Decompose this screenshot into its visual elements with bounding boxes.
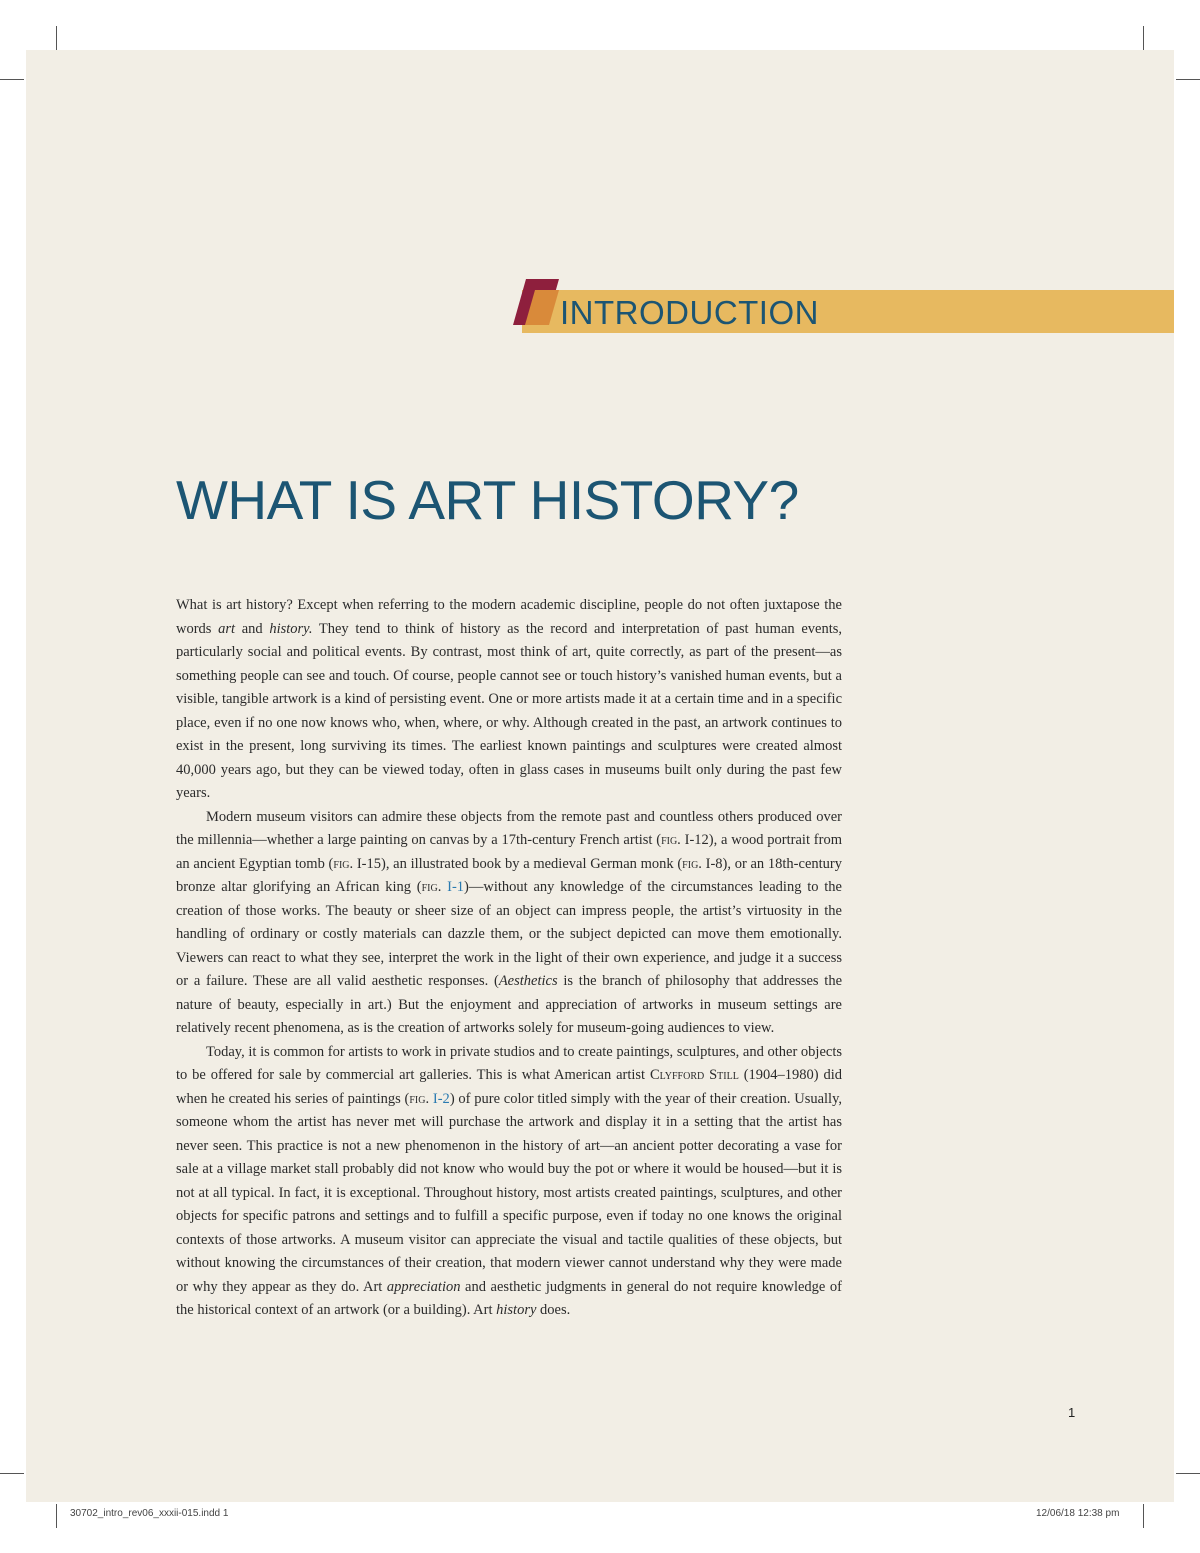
crop-mark <box>0 1473 24 1474</box>
crop-mark <box>1143 1504 1144 1528</box>
section-accent-icon <box>513 279 559 325</box>
figure-reference-link[interactable]: I-1 <box>447 879 465 895</box>
crop-mark <box>56 26 57 50</box>
paragraph: Modern museum visitors can admire these objects from the remote past and countless others produced over the millennia—whether a large painting on canvas by a 17th-century French artist (fig. I-12), a wood portrait from an ancient Egyptian tomb (fig. I-15), an illustrated book by a medieval German monk (fig. I-8), or an 18th-century bronze altar glorifying an African king (fig. I-1)—without any knowledge of the circumstances leading to the creation of those works. The beauty or sheer size of an object can impress people, the artist’s virtuosity in the handling of ordinary or costly materials can dazzle them, or the subject depicted can move them emotionally. Viewers can react to what they see, interpret the work in the light of their own experience, and judge it a success or a failure. These are all valid aesthetic responses. (Aesthetics is the branch of philosophy that addresses the nature of beauty, especially in art.) But the enjoyment and appreciation of artworks in museum settings are relatively recent phenomena, as is the creation of artworks solely for museum-going audiences to view. <box>176 808 843 1036</box>
section-label: INTRODUCTION <box>560 294 819 331</box>
page-number: 1 <box>1068 1405 1076 1420</box>
print-slug-date: 12/06/18 12:38 pm <box>1036 1508 1120 1519</box>
crop-mark <box>1143 26 1144 50</box>
figure-reference-link[interactable]: I-2 <box>432 1090 450 1107</box>
crop-mark <box>1176 1473 1200 1474</box>
print-slug-file: 30702_intro_rev06_xxxii-015.indd 1 <box>70 1508 229 1519</box>
paragraph: Today, it is common for artists to work in private studios and to create paintings, sculptures, and other objects to be offered for sale by commercial art galleries. This is what American artist Clyfford Still (1904–1980) did when he created his series of paintings (fig. I-2) of pure color titled simply with the year of their creation. Usually, someone whom the artist has never met will purchase the artwork and display it in a setting that the artist has never seen. This practice is not a new phenomenon in the history of art—an ancient potter decorating a vase for sale at a village market stall probably did not know who would buy the pot or where it would be housed—but it is not at all typical. In fact, it is exceptional. Throughout history, most artists created paintings, sculptures, and other objects for specific patrons and settings and to fulfill a specific purpose, even if today no one knows the original contexts of those artworks. A museum visitor can appreciate the visual and tactile qualities of these objects, but without knowing the circumstances of their creation, that modern viewer cannot understand why they were made or why they appear as they do. Art appreciation and aesthetic judgments in general do not require knowledge of the historical context of an artwork (or a building). Art history does. <box>176 1043 843 1318</box>
crop-mark <box>0 79 24 80</box>
body-text <box>176 594 842 1323</box>
page-title: WHAT IS ART HISTORY? <box>176 469 799 531</box>
paragraph: What is art history? Except when referring to the modern academic discipline, people do not often juxtapose the words art and history. They tend to think of history as the record and interpretation of past human events, particularly social and political events. By contrast, most think of art, quite correctly, as part of the present—as something people can see and touch. Of course, people cannot see or touch history’s vanished human events, but a visible, tangible artwork is a kind of persisting event. One or more artists made it at a certain time and in a specific place, even if no one now knows who, when, where, or why. Although created in the past, an artwork continues to exist in the present, long surviving its times. The earliest known paintings and sculptures were created almost 40,000 years ago, but they can be viewed today, often in glass cases in museums built only during the past few years. <box>176 597 842 801</box>
crop-mark <box>56 1504 57 1528</box>
crop-mark <box>1176 79 1200 80</box>
